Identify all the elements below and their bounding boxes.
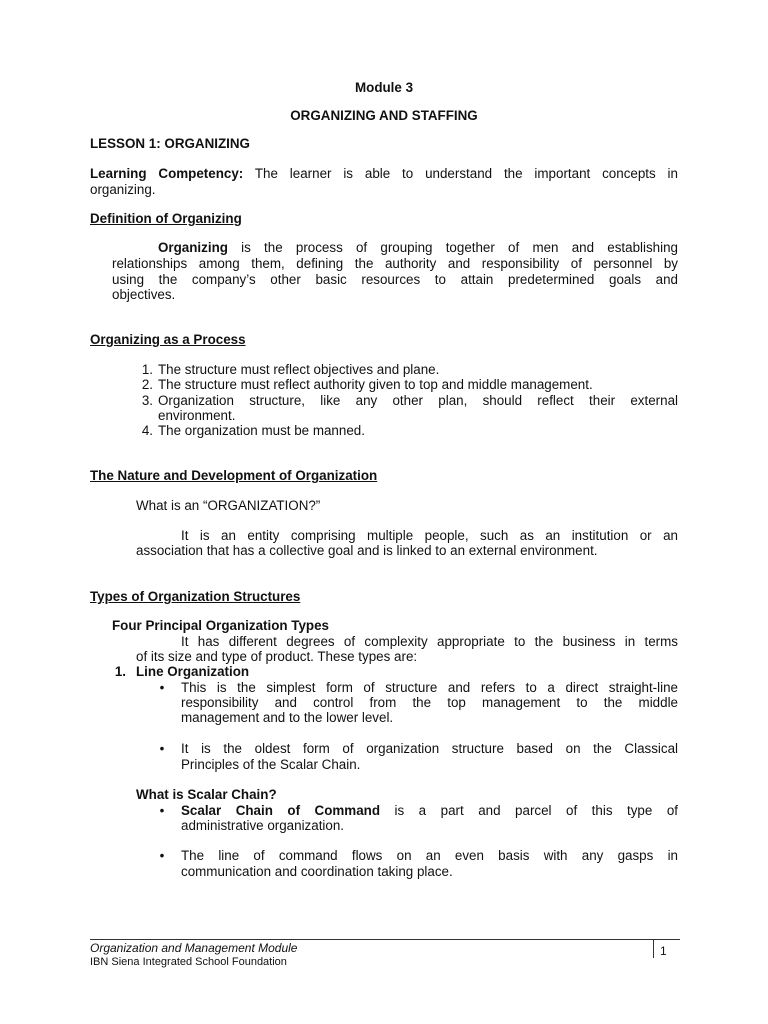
module-number: Module 3 bbox=[354, 80, 414, 95]
line-org-bullet-2-line-2: Principles of the Scalar Chain. bbox=[181, 757, 361, 772]
scalar-bullet-1-line-1 bbox=[181, 803, 678, 818]
line-org-bullet-1-line-3: management and to the lower level. bbox=[181, 710, 394, 725]
lesson-title: LESSON 1: ORGANIZING bbox=[90, 136, 250, 151]
nature-answer-line-1: It is an entity comprising multiple people, such as an institution or an bbox=[181, 528, 678, 543]
competency-label: Learning Competency: bbox=[90, 166, 244, 181]
bullet-icon: • bbox=[159, 803, 165, 818]
footer-page-divider bbox=[653, 939, 654, 958]
types-intro-line-2: of its size and type of product. These types are: bbox=[136, 649, 418, 664]
scalar-heading: What is Scalar Chain? bbox=[136, 787, 277, 802]
process-item: Organization structure, like any other plan, should reflect their external bbox=[158, 393, 678, 408]
process-item-continuation: environment. bbox=[158, 408, 236, 423]
footer-title: Organization and Management Module bbox=[90, 941, 298, 955]
page-number: 1 bbox=[660, 944, 667, 958]
scalar-bullet-2-line-1: The line of command flows on an even basis with any gasps in bbox=[181, 848, 678, 863]
footer-divider bbox=[90, 939, 680, 940]
line-org-bullet-1-line-1: This is the simplest form of structure and refers to a direct straight-line bbox=[181, 680, 678, 695]
nature-answer-line-2: association that has a collective goal and is linked to an external environment. bbox=[136, 543, 598, 558]
process-item-number: 4. bbox=[141, 423, 153, 438]
process-item: The structure must reflect authority given to top and middle management. bbox=[158, 377, 593, 392]
process-item-number: 1. bbox=[141, 362, 153, 377]
definition-line-3: using the company’s other basic resources to attain predetermined goals and bbox=[112, 272, 678, 287]
process-item-number: 3. bbox=[141, 393, 153, 408]
bullet-icon: • bbox=[159, 741, 165, 756]
nature-heading: The Nature and Development of Organization bbox=[90, 468, 378, 483]
scalar-bullet-1-text: is a part and parcel of this type of bbox=[380, 803, 678, 818]
scalar-bullet-1-line-2: administrative organization. bbox=[181, 818, 345, 833]
definition-text: is the process of grouping together of men and establishing bbox=[227, 240, 678, 255]
line-org-bullet-2-line-1: It is the oldest form of organization structure based on the Classical bbox=[181, 741, 678, 756]
scalar-term: Scalar Chain of Command bbox=[181, 803, 381, 818]
competency-line-2: organizing. bbox=[90, 182, 156, 197]
types-heading: Types of Organization Structures bbox=[90, 589, 301, 604]
competency-line-1 bbox=[90, 166, 678, 181]
definition-line-4: objectives. bbox=[112, 287, 176, 302]
definition-heading: Definition of Organizing bbox=[90, 211, 242, 226]
scalar-bullet-2-line-2: communication and coordination taking place. bbox=[181, 864, 453, 879]
line-org-bullet-1-line-2: responsibility and control from the top management to the middle bbox=[181, 695, 678, 710]
definition-line-1 bbox=[158, 240, 678, 255]
module-title: ORGANIZING AND STAFFING bbox=[290, 108, 478, 123]
types-subheading: Four Principal Organization Types bbox=[112, 618, 330, 633]
bullet-icon: • bbox=[159, 680, 165, 695]
types-intro-line-1: It has different degrees of complexity appropriate to the business in terms bbox=[181, 634, 678, 649]
process-item: The organization must be manned. bbox=[158, 423, 365, 438]
process-item: The structure must reflect objectives and plane. bbox=[158, 362, 440, 377]
definition-term: Organizing bbox=[158, 240, 228, 255]
line-org-number: 1. bbox=[114, 664, 126, 679]
nature-question: What is an “ORGANIZATION?” bbox=[136, 498, 321, 513]
definition-line-2: relationships among them, defining the authority and responsibility of personnel by bbox=[112, 256, 678, 271]
competency-text: The learner is able to understand the important concepts in bbox=[243, 166, 678, 181]
footer-organization: IBN Siena Integrated School Foundation bbox=[90, 956, 287, 968]
line-org-title: Line Organization bbox=[136, 664, 250, 679]
bullet-icon: • bbox=[159, 848, 165, 863]
process-heading: Organizing as a Process bbox=[90, 332, 246, 347]
process-item-number: 2. bbox=[141, 377, 153, 392]
